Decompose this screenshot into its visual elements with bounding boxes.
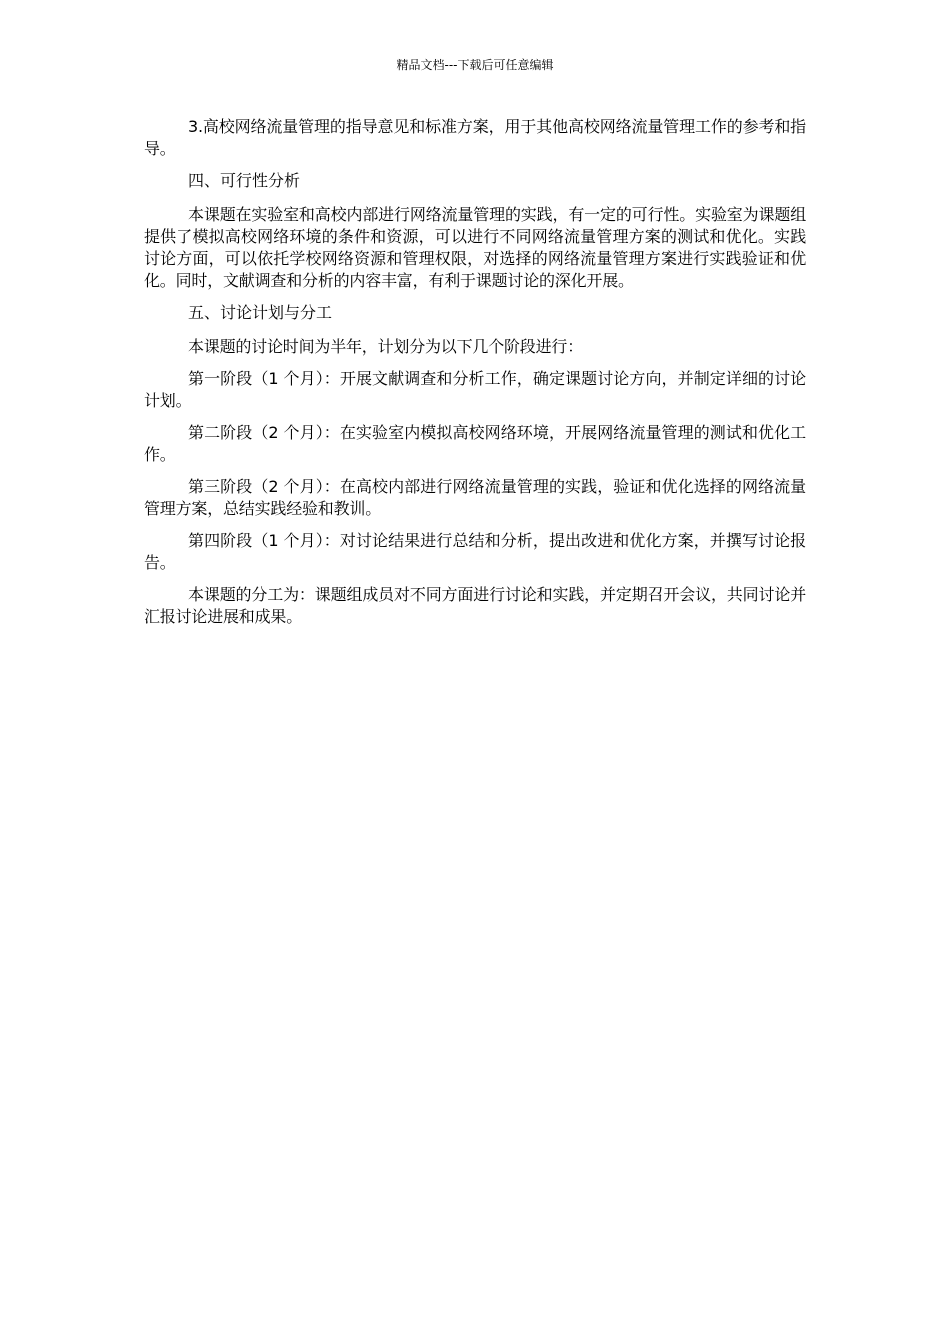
section-heading-feasibility: 四、可行性分析 (188, 171, 301, 190)
paragraph-phase-2: 第二阶段（2 个月）：在实验室内模拟高校网络环境，开展网络流量管理的测试和优化工作。 (144, 423, 806, 464)
document-body (144, 116, 806, 638)
section-heading-plan: 五、讨论计划与分工 (188, 303, 333, 322)
page-header: 精品文档---下载后可任意编辑 (396, 58, 554, 72)
paragraph-feasibility: 本课题在实验室和高校内部进行网络流量管理的实践，有一定的可行性。实验室为课题组提供了模拟高校网络环境的条件和资源，可以进行不同网络流量管理方案的测试和优化。实践讨论方面，可以依托学校网络资源和管理权限，对选择的网络流量管理方案进行实践验证和优化。同时，文献调查和分析的内容丰富，有利于课题讨论的深化开展。 (144, 205, 806, 290)
paragraph-plan-intro: 本课题的讨论时间为半年，计划分为以下几个阶段进行： (188, 337, 584, 356)
paragraph-division-of-work: 本课题的分工为：课题组成员对不同方面进行讨论和实践，并定期召开会议，共同讨论并汇报讨论进展和成果。 (144, 585, 806, 626)
paragraph-guidance: 3.高校网络流量管理的指导意见和标准方案，用于其他高校网络流量管理工作的参考和指导。 (144, 117, 806, 158)
paragraph-phase-4: 第四阶段（1 个月）：对讨论结果进行总结和分析，提出改进和优化方案，并撰写讨论报告。 (144, 531, 806, 572)
paragraph-phase-1: 第一阶段（1 个月）：开展文献调查和分析工作，确定课题讨论方向，并制定详细的讨论计划。 (144, 369, 806, 410)
paragraph-phase-3: 第三阶段（2 个月）：在高校内部进行网络流量管理的实践，验证和优化选择的网络流量管理方案，总结实践经验和教训。 (144, 477, 806, 518)
